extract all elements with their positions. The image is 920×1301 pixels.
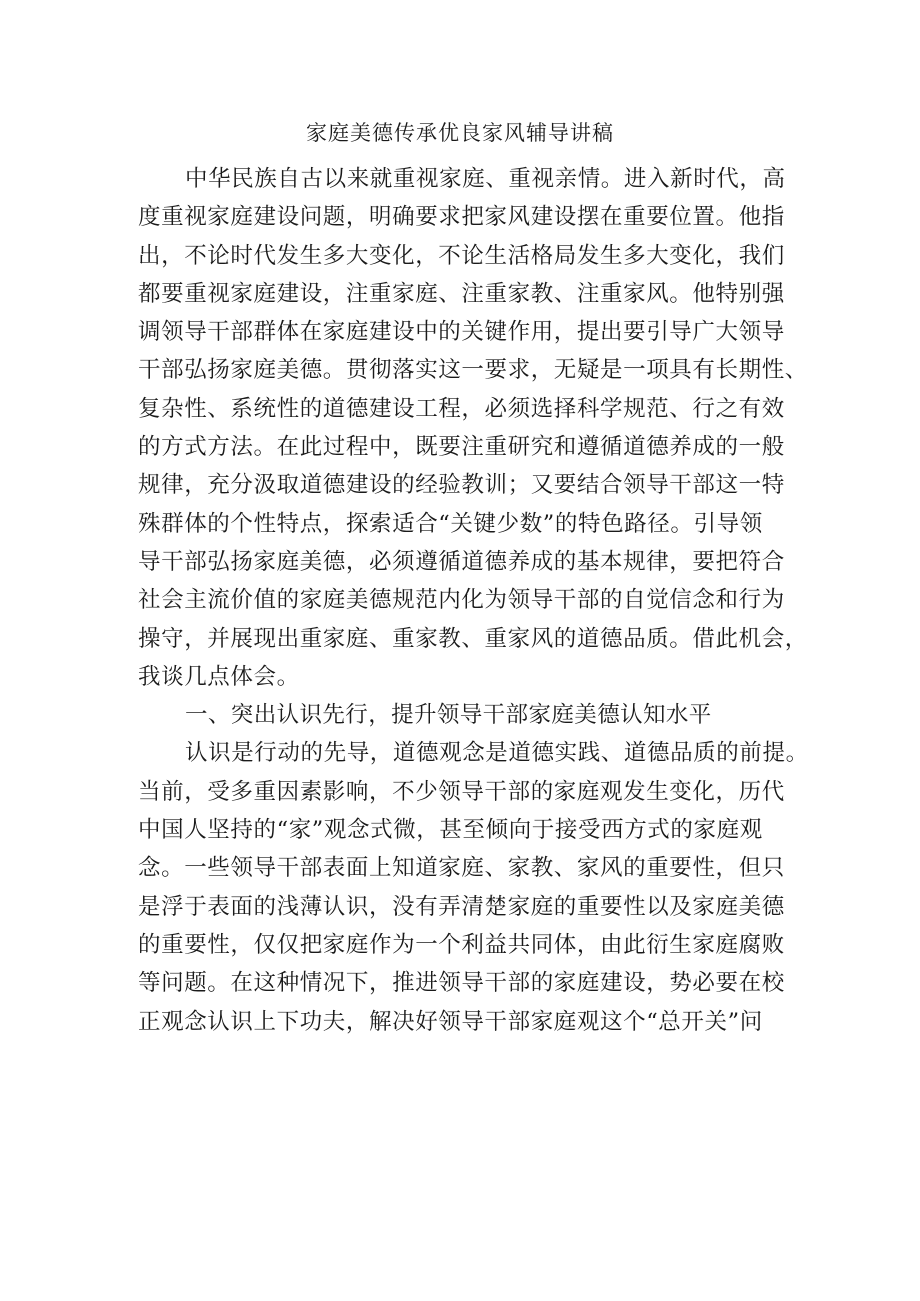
- paragraph-line: 规律，充分汲取道德建设的经验教训；又要结合领导干部这一特: [138, 472, 785, 499]
- paragraph-line: 正观念认识上下功夫，解决好领导干部家庭观这个“总开关”问: [138, 1008, 763, 1035]
- paragraph-line: 都要重视家庭建设，注重家庭、注重家教、注重家风。他特别强: [138, 280, 785, 307]
- paragraph-line: 等问题。在这种情况下，推进领导干部的家庭建设，势必要在校: [138, 970, 785, 997]
- paragraph-line: 调领导干部群体在家庭建设中的关键作用，提出要引导广大领导: [138, 319, 785, 346]
- paragraph-line: 的重要性，仅仅把家庭作为一个利益共同体，由此衍生家庭腐败: [138, 931, 785, 958]
- paragraph-line: 念。一些领导干部表面上知道家庭、家教、家风的重要性，但只: [138, 855, 785, 882]
- paragraph-line: 当前，受多重因素影响，不少领导干部的家庭观发生变化，历代: [138, 778, 785, 805]
- paragraph-line: 我谈几点体会。: [138, 663, 300, 690]
- paragraph-line: 干部弘扬家庭美德。贯彻落实这一要求，无疑是一项具有长期性、: [138, 357, 808, 384]
- paragraph-line: 是浮于表面的浅薄认识，没有弄清楚家庭的重要性以及家庭美德: [138, 893, 785, 920]
- document-body: [138, 160, 818, 1041]
- paragraph-line: 社会主流价值的家庭美德规范内化为领导干部的自觉信念和行为: [138, 587, 785, 614]
- section-heading: 一、突出认识先行，提升领导干部家庭美德认知水平: [185, 702, 712, 729]
- paragraph-line: 认识是行动的先导，道德观念是道德实践、道德品质的前提。: [185, 740, 809, 767]
- paragraph-line: 操守，并展现出重家庭、重家教、重家风的道德品质。借此机会，: [138, 625, 808, 652]
- paragraph-line: 度重视家庭建设问题，明确要求把家风建设摆在重要位置。他指: [138, 204, 785, 231]
- paragraph-line: 的方式方法。在此过程中，既要注重研究和遵循道德养成的一般: [138, 434, 785, 461]
- paragraph-line: 导干部弘扬家庭美德，必须遵循道德养成的基本规律，要把符合: [138, 548, 785, 575]
- document-title: 家庭美德传承优良家风辅导讲稿: [306, 121, 614, 145]
- paragraph-line: 复杂性、系统性的道德建设工程，必须选择科学规范、行之有效: [138, 395, 785, 422]
- paragraph-line: 出，不论时代发生多大变化，不论生活格局发生多大变化，我们: [138, 242, 785, 269]
- paragraph-line: 中国人坚持的“家”观念式微，甚至倾向于接受西方式的家庭观: [138, 817, 763, 844]
- paragraph-line: 中华民族自古以来就重视家庭、重视亲情。进入新时代，高: [185, 166, 786, 192]
- paragraph-line: 殊群体的个性特点，探索适合“关键少数”的特色路径。引导领: [138, 510, 763, 537]
